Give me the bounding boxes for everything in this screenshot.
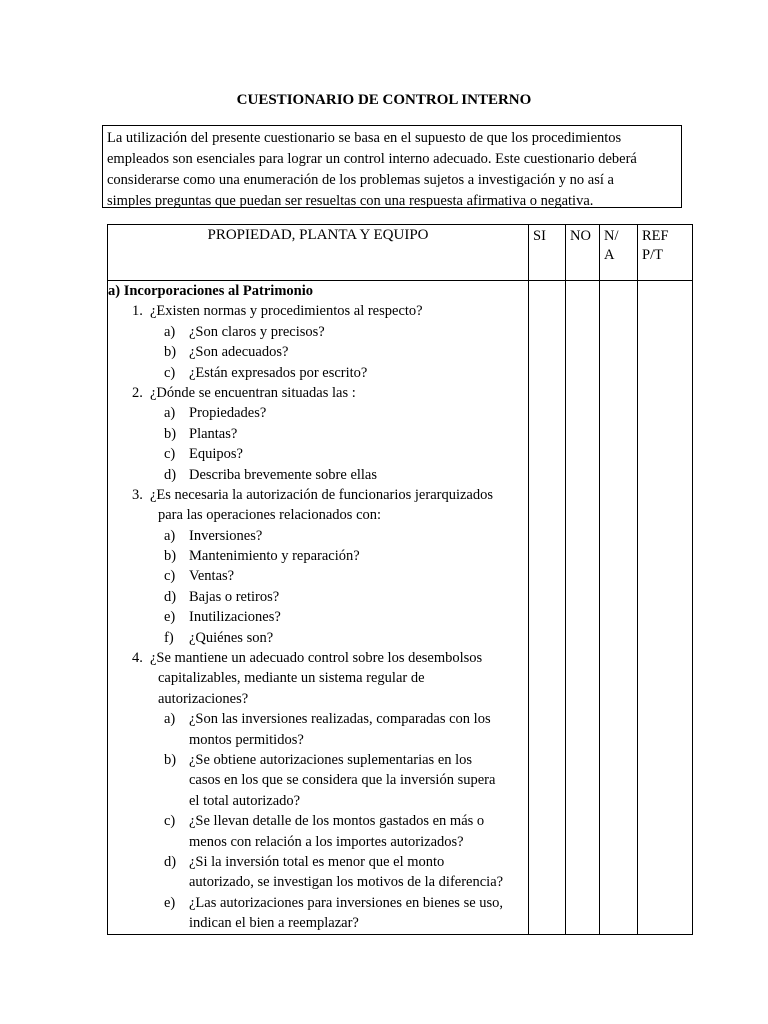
question-text: Inutilizaciones?: [189, 609, 281, 626]
question-line: [108, 587, 528, 607]
question-number: a): [164, 527, 176, 544]
header-section-title: PROPIEDAD, PLANTA Y EQUIPO: [108, 225, 529, 281]
header-na-line1: N/: [604, 228, 619, 244]
section-heading: a) Incorporaciones al Patrimonio: [108, 283, 313, 299]
question-line: [108, 301, 528, 321]
header-ref-line1: REF: [642, 228, 669, 244]
questions-cell: [108, 281, 529, 935]
question-text: ¿Las autorizaciones para inversiones en bienes se uso,: [189, 894, 504, 911]
question-number: e): [164, 609, 176, 626]
question-line: [108, 852, 528, 872]
answer-ref-cell[interactable]: [638, 281, 693, 935]
table-header-row: [108, 225, 693, 281]
question-number: f): [164, 629, 174, 646]
question-text: Mantenimiento y reparación?: [189, 548, 360, 565]
question-line: [108, 832, 528, 852]
question-text: autorizado, se investigan los motivos de la diferencia?: [189, 874, 504, 891]
question-text: ¿Se obtiene autorizaciones suplementarias en los: [189, 751, 473, 768]
question-line: [108, 791, 528, 811]
question-number: c): [164, 364, 176, 381]
question-text: casos en los que se considera que la inversión supera: [189, 772, 496, 789]
question-number: b): [164, 344, 177, 361]
question-line: [108, 913, 528, 933]
question-line: [108, 770, 528, 790]
header-na: [600, 225, 638, 281]
question-line: [108, 485, 528, 505]
question-line: [108, 811, 528, 831]
question-text: indican el bien a reemplazar?: [189, 915, 359, 932]
question-line: [108, 505, 528, 525]
answer-si-cell[interactable]: [529, 281, 566, 935]
question-line: [108, 648, 528, 668]
questionnaire-table: [107, 224, 693, 935]
question-text: ¿Se llevan detalle de los montos gastados en más o: [189, 813, 485, 830]
question-text: el total autorizado?: [189, 792, 301, 809]
header-na-line2: A: [604, 247, 615, 263]
question-text: Inversiones?: [189, 527, 263, 544]
question-number: e): [164, 894, 176, 911]
question-number: b): [164, 548, 177, 565]
question-line: [108, 403, 528, 423]
question-line: [108, 668, 528, 688]
table-body-row: [108, 281, 693, 935]
question-number: 1.: [132, 303, 143, 320]
question-number: 2.: [132, 384, 143, 401]
question-line: [108, 546, 528, 566]
question-text: Ventas?: [189, 568, 235, 585]
question-number: 4.: [132, 650, 143, 667]
question-text: para las operaciones relacionados con:: [158, 507, 382, 524]
document-title: CUESTIONARIO DE CONTROL INTERNO: [236, 92, 532, 108]
question-text: ¿Existen normas y procedimientos al respecto?: [150, 303, 423, 320]
question-line: [108, 628, 528, 648]
question-number: b): [164, 751, 177, 768]
answer-na-cell[interactable]: [600, 281, 638, 935]
question-line: [108, 709, 528, 729]
question-text: ¿Son claros y precisos?: [189, 323, 325, 340]
header-si: SI: [529, 225, 566, 281]
question-number: c): [164, 446, 176, 463]
question-line: [108, 566, 528, 586]
header-ref: [638, 225, 693, 281]
header-no: NO: [566, 225, 600, 281]
question-line: [108, 872, 528, 892]
question-text: capitalizables, mediante un sistema regular de: [158, 670, 425, 687]
question-text: ¿Quiénes son?: [189, 629, 274, 646]
question-number: d): [164, 588, 177, 605]
question-line: [108, 526, 528, 546]
intro-box: [102, 125, 682, 208]
question-line: [108, 750, 528, 770]
intro-line: empleados son esenciales para lograr un control interno adecuado. Este cuestionario deberá: [107, 151, 637, 167]
question-text: Describa brevemente sobre ellas: [189, 466, 378, 483]
question-number: c): [164, 568, 176, 585]
intro-line: considerarse como una enumeración de los problemas sujetos a investigación y no así a: [107, 172, 614, 188]
question-text: ¿Si la inversión total es menor que el monto: [189, 853, 445, 870]
question-text: ¿Están expresados por escrito?: [189, 364, 368, 381]
question-number: a): [164, 711, 176, 728]
question-number: d): [164, 466, 177, 483]
question-number: b): [164, 425, 177, 442]
question-text: Plantas?: [189, 425, 238, 442]
question-number: c): [164, 813, 176, 830]
question-line: [108, 730, 528, 750]
question-text: montos permitidos?: [189, 731, 304, 748]
question-text: ¿Es necesaria la autorización de funcionarios jerarquizados: [150, 486, 494, 503]
question-line: [108, 465, 528, 485]
intro-line: La utilización del presente cuestionario se basa en el supuesto de que los procedimientos: [107, 130, 622, 146]
question-line: [108, 893, 528, 913]
question-line: [108, 689, 528, 709]
question-number: d): [164, 853, 177, 870]
intro-line: simples preguntas que puedan ser resueltas con una respuesta afirmativa o negativa.: [107, 193, 594, 209]
question-number: a): [164, 323, 176, 340]
question-number: a): [164, 405, 176, 422]
answer-no-cell[interactable]: [566, 281, 600, 935]
question-line: [108, 342, 528, 362]
question-line: [108, 444, 528, 464]
question-text: ¿Son las inversiones realizadas, comparadas con los: [189, 711, 491, 728]
question-line: [108, 383, 528, 403]
question-text: Propiedades?: [189, 405, 267, 422]
question-text: ¿Dónde se encuentran situadas las :: [150, 384, 356, 401]
question-line: [108, 363, 528, 383]
question-text: Bajas o retiros?: [189, 588, 280, 605]
question-text: autorizaciones?: [158, 690, 249, 707]
question-text: ¿Son adecuados?: [189, 344, 289, 361]
question-line: [108, 424, 528, 444]
question-line: [108, 322, 528, 342]
header-ref-line2: P/T: [642, 247, 663, 263]
question-text: ¿Se mantiene un adecuado control sobre los desembolsos: [150, 650, 483, 667]
question-text: Equipos?: [189, 446, 243, 463]
question-line: [108, 607, 528, 627]
question-number: 3.: [132, 486, 143, 503]
question-text: menos con relación a los importes autorizados?: [189, 833, 464, 850]
